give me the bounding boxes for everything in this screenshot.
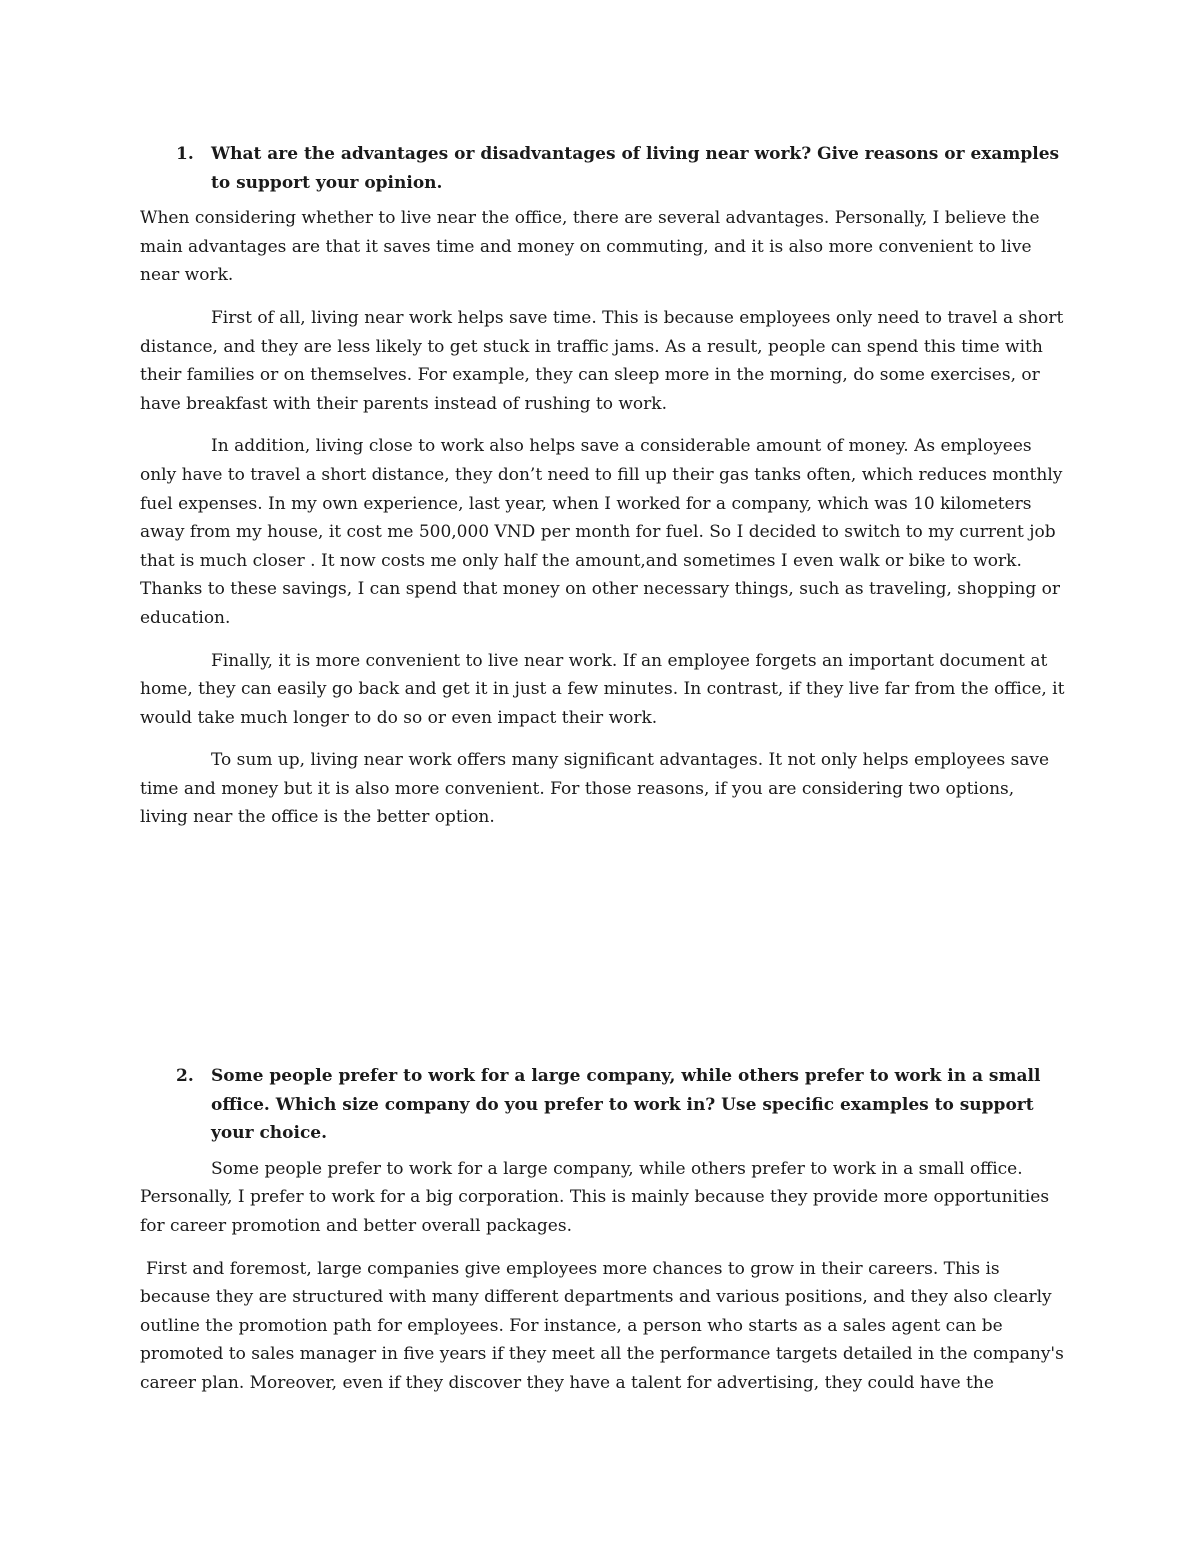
question-2-text: Some people prefer to work for a large company, while others prefer to work in a small office. Which size company do you prefer to work in? Use specific examples to support your choice.: [211, 1066, 1041, 1144]
q1-paragraph-intro: When considering whether to live near the office, there are several advantages. Personally, I believe the main advantages are that it saves time and money on commuting, and it is also more convenient to live near work.: [140, 208, 1040, 286]
q2-paragraph-intro: Some people prefer to work for a large company, while others prefer to work in a small office. Personally, I prefer to work for a big corporation. This is mainly because they provide more opportunities for career promotion and better overall packages.: [140, 1158, 1050, 1237]
document-page: [140, 140, 1065, 1412]
q1-paragraph-money: In addition, living close to work also helps save a considerable amount of money. As employees only have to travel a short distance, they don’t need to fill up their gas tanks often, which reduces monthly fuel expenses. In my own experience, last year, when I worked for a company, which was 10 kilometers away from my house, it cost me 500,000 VND per month for fuel. So I decided to switch to my current job that is much closer . It now costs me only half the amount,and sometimes I even walk or bike to work. Thanks to these savings, I can spend that money on other necessary things, such as traveling, shopping or education.: [140, 436, 1063, 628]
q1-paragraph-conclusion: To sum up, living near work offers many significant advantages. It not only helps employees save time and money but it is also more convenient. For those reasons, if you are considering two options, living near the office is the better option.: [140, 750, 1050, 828]
q1-paragraph-time: First of all, living near work helps save time. This is because employees only need to travel a short distance, and they are less likely to get stuck in traffic jams. As a result, people can spend this time with their families or on themselves. For example, they can sleep more in the morning, do some exercises, or have breakfast with their parents instead of rushing to work.: [140, 307, 1064, 414]
q1-paragraph-convenience: Finally, it is more convenient to live near work. If an employee forgets an important document at home, they can easily go back and get it in just a few minutes. In contrast, if they live far from the office, it would take much longer to do so or even impact their work.: [140, 650, 1065, 728]
question-1-number: 1.: [176, 144, 194, 164]
question-2-number: 2.: [176, 1066, 194, 1087]
q2-paragraph-career: First and foremost, large companies give employees more chances to grow in their careers. This is because they are structured with many different departments and various positions, and they also clearly outline the promotion path for employees. For instance, a person who starts as a sales agent can be promoted to sales manager in five years if they meet all the performance targets detailed in the company's career plan. Moreover, even if they discover they have a talent for advertising, they could have the: [140, 1258, 1064, 1393]
question-2: [140, 1062, 1065, 1148]
page-whitespace: [140, 846, 1065, 1062]
question-1-text: What are the advantages or disadvantages of living near work? Give reasons or examples to support your opinion.: [211, 144, 1060, 193]
question-1: [140, 140, 1065, 197]
